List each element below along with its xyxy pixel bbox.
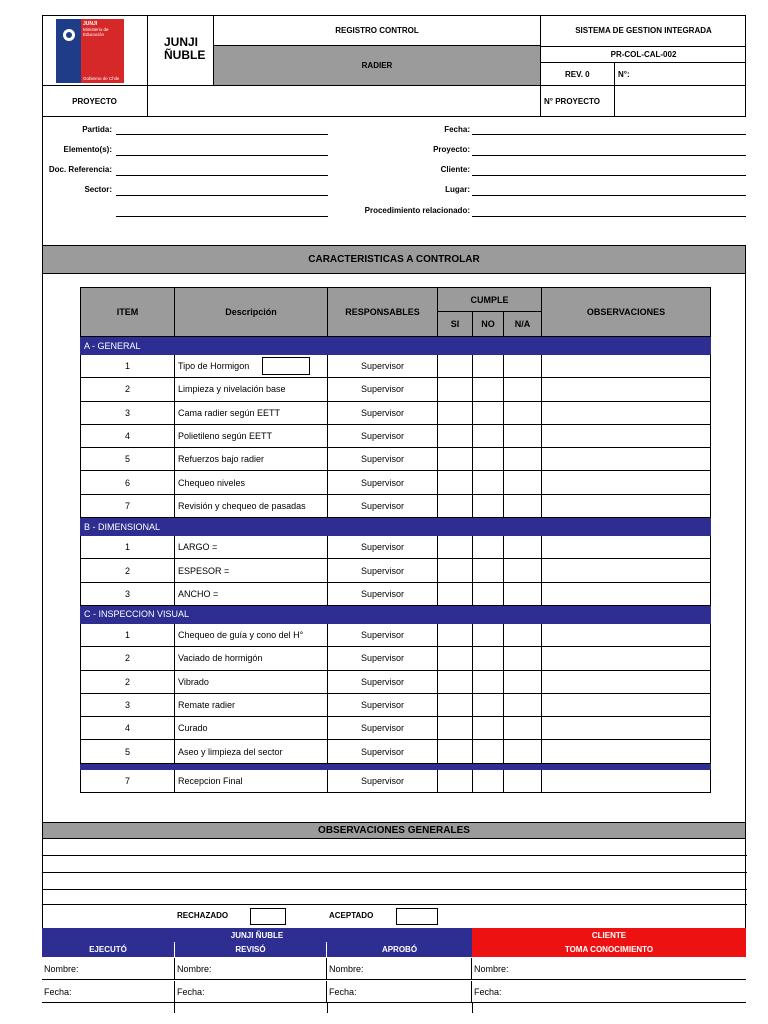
item-number: 3 — [81, 693, 175, 716]
field-extra-input[interactable] — [116, 216, 328, 217]
table-row — [81, 717, 711, 740]
item-responsable: Supervisor — [328, 494, 438, 517]
item-description: ESPESOR = — [175, 559, 328, 582]
col-item: ITEM — [81, 288, 175, 337]
item-description: Curado — [175, 717, 328, 740]
observaciones-area[interactable] — [42, 839, 746, 905]
logo-text-ministerio: Ministerio de Educación — [83, 27, 109, 37]
observaciones-title: OBSERVACIONES GENERALES — [42, 822, 746, 839]
observacion-cell[interactable] — [542, 623, 711, 646]
cumple-si-cell[interactable] — [438, 401, 473, 424]
item-responsable: Supervisor — [328, 670, 438, 693]
item-responsable: Supervisor — [328, 769, 438, 792]
sign-divider — [472, 1003, 473, 1013]
item-number: 7 — [81, 494, 175, 517]
sistema-label: SISTEMA DE GESTION INTEGRADA — [541, 15, 746, 47]
cumple-na-cell[interactable] — [504, 494, 542, 517]
observacion-cell[interactable] — [542, 401, 711, 424]
table-row — [81, 670, 711, 693]
rev-label: REV. 0 — [541, 63, 615, 86]
decision-row — [42, 905, 746, 928]
table-row — [81, 401, 711, 424]
observacion-cell[interactable] — [542, 494, 711, 517]
cumple-no-cell[interactable] — [473, 693, 504, 716]
nombre-row — [42, 958, 746, 980]
table-row — [81, 582, 711, 605]
field-sector-label: Sector: — [84, 184, 112, 194]
numero-label: N°: — [615, 63, 746, 86]
cumple-no-cell[interactable] — [473, 448, 504, 471]
obs-line — [43, 855, 747, 856]
cumple-no-cell[interactable] — [473, 378, 504, 401]
coat-of-arms-icon — [61, 27, 77, 43]
item-description: Chequeo de guía y cono del H° — [175, 623, 328, 646]
cumple-no-cell[interactable] — [473, 647, 504, 670]
cumple-si-cell[interactable] — [438, 717, 473, 740]
table-row — [81, 471, 711, 494]
field-lugar-input[interactable] — [472, 195, 746, 196]
org-name-line1: JUNJI — [164, 35, 199, 49]
observacion-cell[interactable] — [542, 647, 711, 670]
cumple-na-cell[interactable] — [504, 647, 542, 670]
observacion-cell[interactable] — [542, 448, 711, 471]
item-number: 4 — [81, 424, 175, 447]
item-number: 5 — [81, 448, 175, 471]
table-row — [81, 769, 711, 792]
cumple-no-cell[interactable] — [473, 769, 504, 792]
item-number: 1 — [81, 623, 175, 646]
field-proyecto-label: Proyecto: — [433, 144, 470, 154]
control-table — [80, 287, 711, 793]
section-header — [81, 337, 711, 355]
item-number: 3 — [81, 582, 175, 605]
cliente-header: CLIENTE — [472, 928, 746, 942]
item-responsable: Supervisor — [328, 401, 438, 424]
item-number: 2 — [81, 647, 175, 670]
cumple-na-cell[interactable] — [504, 582, 542, 605]
junji-logo — [56, 19, 124, 83]
ejecuto-fecha[interactable]: Fecha: — [42, 981, 175, 1003]
observacion-cell[interactable] — [542, 769, 711, 792]
item-responsable: Supervisor — [328, 471, 438, 494]
reviso-nombre[interactable]: Nombre: — [175, 958, 327, 980]
section-title: C - INSPECCION VISUAL — [81, 605, 711, 623]
item-responsable: Supervisor — [328, 378, 438, 401]
table-row — [81, 693, 711, 716]
item-description: Remate radier — [175, 693, 328, 716]
cumple-na-cell[interactable] — [504, 378, 542, 401]
cumple-si-cell[interactable] — [438, 559, 473, 582]
field-fecha-input[interactable] — [472, 134, 746, 135]
org-name-line2: ÑUBLE — [164, 48, 206, 62]
radier-label: RADIER — [214, 46, 541, 86]
table-row — [81, 424, 711, 447]
item-responsable: Supervisor — [328, 424, 438, 447]
toma-conocimiento-header: TOMA CONOCIMIENTO — [472, 942, 746, 957]
field-procedimiento-input[interactable] — [472, 216, 746, 217]
field-elementos-label: Elemento(s): — [63, 144, 112, 154]
col-si: SI — [438, 312, 473, 337]
reviso-header: REVISÓ — [175, 942, 327, 957]
proyecto-value[interactable] — [148, 86, 541, 117]
aceptado-checkbox[interactable] — [396, 908, 438, 925]
cumple-si-cell[interactable] — [438, 378, 473, 401]
col-descripcion: Descripción — [175, 288, 328, 337]
org-cell — [148, 15, 214, 86]
observacion-cell[interactable] — [542, 582, 711, 605]
n-proyecto-label: N° PROYECTO — [541, 86, 615, 117]
field-sector-input[interactable] — [116, 195, 328, 196]
tipo-hormigon-input[interactable] — [262, 357, 310, 375]
cumple-na-cell[interactable] — [504, 355, 542, 378]
section-header — [81, 605, 711, 623]
item-responsable: Supervisor — [328, 693, 438, 716]
observacion-cell[interactable] — [542, 355, 711, 378]
cumple-na-cell[interactable] — [504, 717, 542, 740]
cumple-na-cell[interactable] — [504, 670, 542, 693]
cumple-si-cell[interactable] — [438, 670, 473, 693]
ejecuto-nombre[interactable]: Nombre: — [42, 958, 175, 980]
section-title: A - GENERAL — [81, 337, 711, 355]
item-description: Aseo y limpieza del sector — [175, 740, 328, 763]
cumple-si-cell[interactable] — [438, 623, 473, 646]
observacion-cell[interactable] — [542, 717, 711, 740]
observacion-cell[interactable] — [542, 693, 711, 716]
field-lugar-label: Lugar: — [445, 184, 470, 194]
table-row — [81, 647, 711, 670]
cliente-fecha[interactable]: Fecha: — [474, 987, 502, 997]
field-cliente-label: Cliente: — [440, 164, 470, 174]
obs-line — [43, 889, 747, 890]
cumple-no-cell[interactable] — [473, 740, 504, 763]
item-description: Chequeo niveles — [175, 471, 328, 494]
field-doc-referencia-label: Doc. Referencia: — [48, 164, 112, 174]
observacion-cell[interactable] — [542, 740, 711, 763]
cumple-no-cell[interactable] — [473, 623, 504, 646]
cumple-si-cell[interactable] — [438, 769, 473, 792]
item-number: 1 — [81, 355, 175, 378]
table-row — [81, 536, 711, 559]
field-fecha-label: Fecha: — [444, 124, 470, 134]
item-number: 7 — [81, 769, 175, 792]
item-description: Vaciado de hormigón — [175, 647, 328, 670]
cumple-si-cell[interactable] — [438, 536, 473, 559]
item-description-text: Tipo de Hormigon — [178, 361, 250, 372]
cumple-na-cell[interactable] — [504, 424, 542, 447]
field-partida-label: Partida: — [82, 124, 112, 134]
item-responsable: Supervisor — [328, 647, 438, 670]
cumple-na-cell[interactable] — [504, 740, 542, 763]
observacion-cell[interactable] — [542, 670, 711, 693]
item-responsable: Supervisor — [328, 717, 438, 740]
cumple-no-cell[interactable] — [473, 355, 504, 378]
aceptado-label: ACEPTADO — [329, 911, 374, 920]
cliente-nombre[interactable]: Nombre: — [474, 964, 509, 974]
cumple-no-cell[interactable] — [473, 536, 504, 559]
section-title: B - DIMENSIONAL — [81, 518, 711, 536]
cumple-no-cell[interactable] — [473, 582, 504, 605]
item-number: 4 — [81, 717, 175, 740]
item-responsable: Supervisor — [328, 559, 438, 582]
col-na: N/A — [504, 312, 542, 337]
field-proyecto-input[interactable] — [472, 155, 746, 156]
table-row — [81, 494, 711, 517]
cumple-no-cell[interactable] — [473, 424, 504, 447]
col-responsables: RESPONSABLES — [328, 288, 438, 337]
field-elementos-input[interactable] — [116, 155, 328, 156]
junji-nuble-header: JUNJI ÑUBLE — [42, 928, 472, 942]
item-description: ANCHO = — [175, 582, 328, 605]
cumple-si-cell[interactable] — [438, 448, 473, 471]
codigo-label: PR-COL-CAL-002 — [541, 47, 746, 63]
caracteristicas-title: CARACTERISTICAS A CONTROLAR — [42, 245, 746, 274]
obs-line — [43, 872, 747, 873]
logo-cell — [42, 15, 148, 86]
cumple-no-cell[interactable] — [473, 717, 504, 740]
aprobo-nombre[interactable]: Nombre: — [327, 958, 472, 980]
item-responsable: Supervisor — [328, 740, 438, 763]
cumple-na-cell[interactable] — [504, 536, 542, 559]
cumple-na-cell[interactable] — [504, 471, 542, 494]
item-description: Recepcion Final — [175, 769, 328, 792]
observacion-cell[interactable] — [542, 424, 711, 447]
cumple-si-cell[interactable] — [438, 693, 473, 716]
item-description: Cama radier según EETT — [175, 401, 328, 424]
cumple-no-cell[interactable] — [473, 471, 504, 494]
item-number: 1 — [81, 536, 175, 559]
logo-text-junji: JUNJI — [83, 21, 98, 27]
observacion-cell[interactable] — [542, 378, 711, 401]
item-responsable: Supervisor — [328, 623, 438, 646]
cumple-no-cell[interactable] — [473, 559, 504, 582]
observacion-cell[interactable] — [542, 471, 711, 494]
field-cliente-input[interactable] — [472, 175, 746, 176]
item-description: LARGO = — [175, 536, 328, 559]
cumple-si-cell[interactable] — [438, 424, 473, 447]
aprobo-fecha[interactable]: Fecha: — [327, 981, 472, 1003]
item-number: 2 — [81, 670, 175, 693]
proyecto-label: PROYECTO — [42, 86, 148, 117]
rechazado-checkbox[interactable] — [250, 908, 286, 925]
cumple-na-cell[interactable] — [504, 623, 542, 646]
item-number: 3 — [81, 401, 175, 424]
item-description: Limpieza y nivelación base — [175, 378, 328, 401]
fecha-row — [42, 981, 746, 1003]
sign-divider — [174, 1003, 175, 1013]
item-description: Refuerzos bajo radier — [175, 448, 328, 471]
aprobo-header: APROBÓ — [327, 942, 472, 957]
section-header — [81, 518, 711, 536]
reviso-fecha[interactable]: Fecha: — [175, 981, 327, 1003]
item-description: Revisión y chequeo de pasadas — [175, 494, 328, 517]
observacion-cell[interactable] — [542, 559, 711, 582]
field-procedimiento-label: Procedimiento relacionado: — [364, 205, 470, 215]
observacion-cell[interactable] — [542, 536, 711, 559]
cumple-na-cell[interactable] — [504, 448, 542, 471]
sign-divider — [327, 1003, 328, 1013]
cumple-si-cell[interactable] — [438, 740, 473, 763]
col-observaciones: OBSERVACIONES — [542, 288, 711, 337]
cumple-no-cell[interactable] — [473, 670, 504, 693]
field-partida-input[interactable] — [116, 134, 328, 135]
cumple-na-cell[interactable] — [504, 769, 542, 792]
item-description: Polietileno según EETT — [175, 424, 328, 447]
logo-text-gobierno: Gobierno de Chile — [83, 76, 120, 81]
item-number: 2 — [81, 378, 175, 401]
cumple-si-cell[interactable] — [438, 647, 473, 670]
table-row — [81, 623, 711, 646]
item-description — [175, 355, 328, 378]
col-no: NO — [473, 312, 504, 337]
rechazado-label: RECHAZADO — [177, 911, 229, 920]
cumple-si-cell[interactable] — [438, 494, 473, 517]
cumple-si-cell[interactable] — [438, 355, 473, 378]
item-number: 5 — [81, 740, 175, 763]
table-row — [81, 740, 711, 763]
table-row — [81, 559, 711, 582]
table-row — [81, 355, 711, 378]
registro-control-label: REGISTRO CONTROL — [214, 15, 541, 46]
item-responsable: Supervisor — [328, 355, 438, 378]
info-frame-line — [42, 117, 43, 245]
cumple-si-cell[interactable] — [438, 471, 473, 494]
cumple-no-cell[interactable] — [473, 494, 504, 517]
cumple-na-cell[interactable] — [504, 559, 542, 582]
item-responsable: Supervisor — [328, 536, 438, 559]
item-responsable: Supervisor — [328, 448, 438, 471]
item-responsable: Supervisor — [328, 582, 438, 605]
cumple-no-cell[interactable] — [473, 401, 504, 424]
ejecuto-header: EJECUTÓ — [42, 942, 175, 957]
cumple-na-cell[interactable] — [504, 401, 542, 424]
col-cumple: CUMPLE — [438, 288, 542, 312]
table-row — [81, 448, 711, 471]
n-proyecto-value[interactable] — [615, 86, 746, 117]
item-description: Vibrado — [175, 670, 328, 693]
item-number: 6 — [81, 471, 175, 494]
field-doc-referencia-input[interactable] — [116, 175, 328, 176]
table-row — [81, 378, 711, 401]
cumple-na-cell[interactable] — [504, 693, 542, 716]
cumple-si-cell[interactable] — [438, 582, 473, 605]
item-number: 2 — [81, 559, 175, 582]
